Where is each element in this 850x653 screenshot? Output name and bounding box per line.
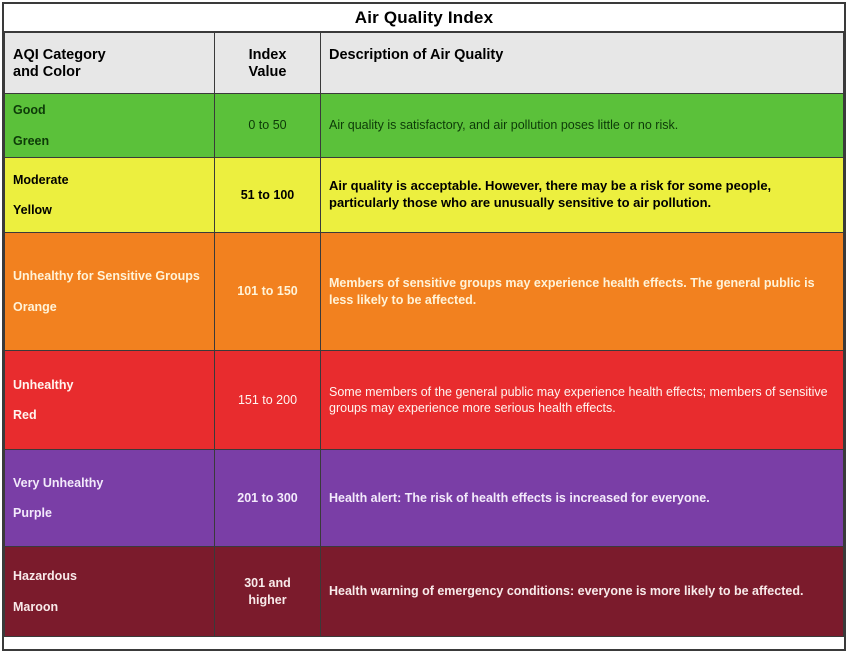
category-name: Unhealthy for Sensitive Groups — [13, 269, 200, 284]
header-category — [5, 33, 215, 94]
table-title: Air Quality Index — [4, 4, 844, 32]
table-row-moderate — [5, 158, 844, 233]
index-value: 151 to 200 — [215, 351, 321, 450]
description: Air quality is satisfactory, and air pollution poses little or no risk. — [321, 94, 844, 158]
table-row-good — [5, 94, 844, 158]
table-row-unhealthy — [5, 351, 844, 450]
category-name: Moderate — [13, 172, 69, 187]
header-description: Description of Air Quality — [321, 33, 844, 94]
description: Health warning of emergency conditions: everyone is more likely to be affected. — [321, 547, 844, 637]
index-value: 0 to 50 — [215, 94, 321, 158]
category-name: Hazardous — [13, 569, 77, 584]
index-value: 201 to 300 — [215, 450, 321, 547]
category-color: Red — [13, 408, 37, 422]
header-index-line2: Value — [248, 63, 287, 80]
category-cell — [5, 351, 215, 450]
table-row-unhealthy-sensitive — [5, 233, 844, 351]
description: Air quality is acceptable. However, there may be a risk for some people, particularly those who are unusually sensitive to air pollution. — [321, 158, 844, 233]
index-value-text: 301 and higher — [244, 576, 291, 607]
category-color: Yellow — [13, 203, 52, 217]
description: Some members of the general public may experience health effects; members of sensitive groups may experience more serious health effects. — [321, 351, 844, 450]
header-index-line1: Index — [248, 47, 287, 63]
aqi-table — [4, 32, 844, 637]
category-color: Purple — [13, 506, 52, 520]
index-value — [215, 547, 321, 637]
category-name: Very Unhealthy — [13, 475, 104, 490]
category-cell — [5, 547, 215, 637]
category-cell — [5, 158, 215, 233]
header-row — [5, 33, 844, 94]
header-index — [215, 33, 321, 94]
index-value: 101 to 150 — [215, 233, 321, 351]
description: Health alert: The risk of health effects is increased for everyone. — [321, 450, 844, 547]
category-cell — [5, 233, 215, 351]
category-cell — [5, 450, 215, 547]
aqi-table-frame — [2, 2, 846, 651]
category-name: Unhealthy — [13, 377, 74, 392]
header-category-line1: AQI Category — [13, 47, 106, 63]
category-color: Green — [13, 133, 50, 148]
category-color: Maroon — [13, 599, 59, 614]
category-cell — [5, 94, 215, 158]
header-category-line2: and Color — [13, 63, 81, 80]
description: Members of sensitive groups may experience health effects. The general public is less likely to be affected. — [321, 233, 844, 351]
table-row-very-unhealthy — [5, 450, 844, 547]
table-row-hazardous — [5, 547, 844, 637]
category-color: Orange — [13, 299, 57, 314]
index-value: 51 to 100 — [215, 158, 321, 233]
category-name: Good — [13, 103, 46, 118]
